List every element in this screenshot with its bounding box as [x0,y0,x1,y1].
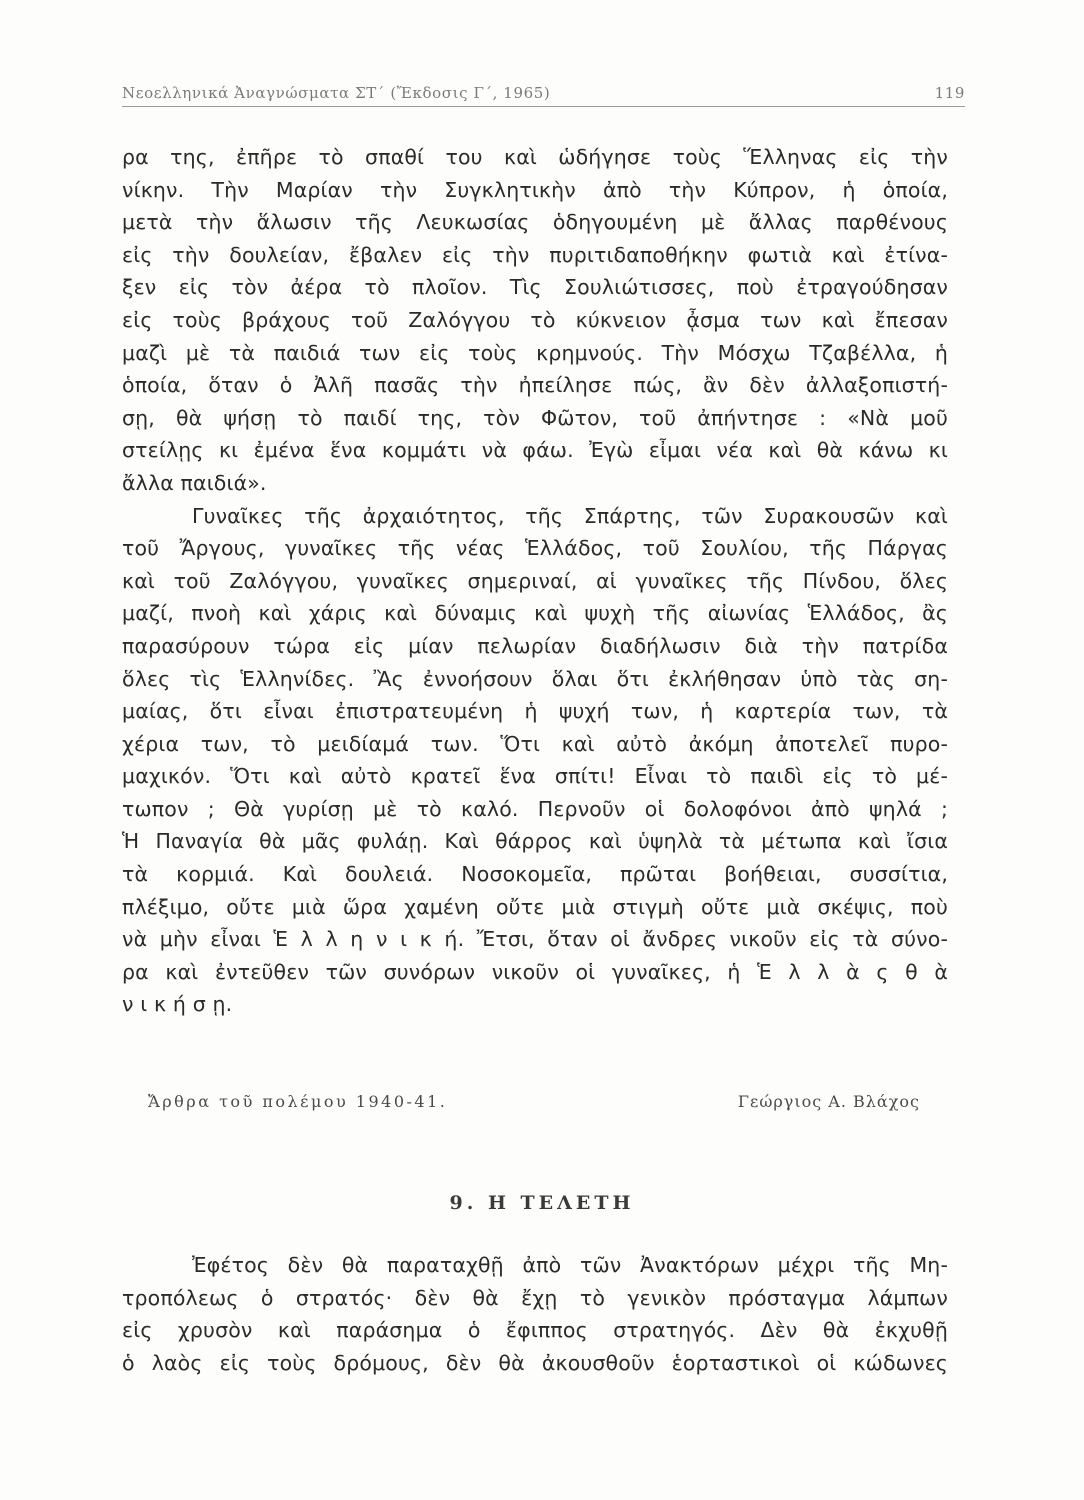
article-author: Γεώργιος Α. Βλάχος [737,1092,920,1111]
text-line: χέρια των, τὸ μειδίαμά των. Ὅτι καὶ αὐτὸ ἀκόμη ἀποτελεῖ πυρο- [122,731,948,756]
text-line: Γυναῖκες τῆς ἀρχαιότητος, τῆς Σπάρτης, τῶν Συρακουσῶν καὶ [192,503,948,528]
text-line: ὁποία, ὅταν ὁ Ἀλῆ πασᾶς τὴν ἠπείλησε πώς, ἂν δὲν ἀλλαξοπιστή- [122,373,948,398]
text-line: πλέξιμο, οὔτε μιὰ ὥρα χαμένη οὔτε μιὰ στιγμὴ οὔτε μιὰ σκέψις, ποὺ [122,894,948,919]
text-line: ξεν εἰς τὸν ἀέρα τὸ πλοῖον. Τὶς Σουλιώτισσες, ποὺ ἐτραγούδησαν [122,275,948,300]
running-head [122,72,965,107]
text-line: μετὰ τὴν ἅλωσιν τῆς Λευκωσίας ὁδηγουμένη μὲ ἄλλας παρθένους [122,210,948,235]
text-line: εἰς χρυσὸν καὶ παράσημα ὁ ἔφιππος στρατηγός. Δὲν θὰ ἐκχυθῇ [122,1318,948,1343]
text-line: μαίας, ὅτι εἶναι ἐπιστρατευμένη ἡ ψυχή των, ἡ καρτερία των, τὰ [122,699,948,724]
running-head-title: Νεοελληνικά Ἀναγνώσματα ΣΤ΄ (Ἔκδοσις Γ΄, 1965) [122,84,551,102]
article-text [122,141,948,1021]
text-line: τὰ κορμιά. Καὶ δουλειά. Νοσοκομεῖα, πρῶται βοήθειαι, συσσίτια, [122,862,948,887]
text-line: καὶ τοῦ Ζαλόγγου, γυναῖκες σημεριναί, αἱ γυναῖκες τῆς Πίνδου, ὅλες [122,568,948,593]
text-line: μαζὶ μὲ τὰ παιδιά των εἰς τοὺς κρημνούς. Τὴν Μόσχω Τζαβέλλα, ἡ [122,340,948,365]
text-line: εἰς τοὺς βράχους τοῦ Ζαλόγγου τὸ κύκνειον ᾆσμα των καὶ ἔπεσαν [122,307,948,332]
text-line: ὅλες τὶς Ἑλληνίδες. Ἂς ἐννοήσουν ὅλαι ὅτι ἐκλήθησαν ὑπὸ τὰς ση- [122,666,948,691]
text-line: σῃ, θὰ ψήσῃ τὸ παιδί της, τὸν Φῶτον, τοῦ ἀπήντησε : «Νὰ μοῦ [122,405,948,430]
article-source: Ἄρθρα τοῦ πολέμου 1940-41. [148,1092,448,1111]
page-number: 119 [934,84,965,102]
text-line: νὰ μὴν εἶναι Ἑ λ λ η ν ι κ ή. Ἔτσι, ὅταν οἱ ἄνδρες νικοῦν εἰς τὰ σύνο- [122,927,948,952]
text-line: ρα καὶ ἐντεῦθεν τῶν συνόρων νικοῦν οἱ γυναῖκες, ἡ Ἑ λ λ ὰ ς θ ὰ [122,959,948,984]
text-line: νίκην. Τὴν Μαρίαν τὴν Συγκλητικὴν ἀπὸ τὴν Κύπρον, ἡ ὁποία, [122,177,948,202]
text-line: τοῦ Ἄργους, γυναῖκες τῆς νέας Ἑλλάδος, τοῦ Σουλίου, τῆς Πάργας [122,536,948,561]
text-line: στείλῃς κι ἐμένα ἕνα κομμάτι νὰ φάω. Ἐγὼ εἶμαι νέα καὶ θὰ κάνω κι [122,438,948,463]
text-line: Ἡ Παναγία θὰ μᾶς φυλάῃ. Καὶ θάρρος καὶ ὑψηλὰ τὰ μέτωπα καὶ ἴσια [122,829,948,854]
text-line: ρα της, ἐπῆρε τὸ σπαθί του καὶ ὡδήγησε τοὺς Ἕλληνας εἰς τὴν [122,145,948,169]
text-line: εἰς τὴν δουλείαν, ἔβαλεν εἰς τὴν πυριτιδαποθήκην φωτιὰ καὶ ἐτίνα- [122,242,948,267]
chapter-title: 9. Η ΤΕΛΕΤΗ [449,1192,635,1214]
text-line: μαχικόν. Ὅτι καὶ αὐτὸ κρατεῖ ἕνα σπίτι! Εἶναι τὸ παιδὶ εἰς τὸ μέ- [122,764,948,789]
text-line: τροπόλεως ὁ στρατός· δὲν θὰ ἔχῃ τὸ γενικὸν πρόσταγμα λάμπων [122,1285,948,1310]
text-line: ὁ λαὸς εἰς τοὺς δρόμους, δὲν θὰ ἀκουσθοῦν ἑορταστικοὶ οἱ κώδωνες [122,1350,948,1375]
text-line: ν ι κ ή σ ῃ. [122,992,233,1017]
text-line: ἄλλα παιδιά». [122,470,267,495]
article-signature [148,1092,920,1111]
chapter-text [122,1249,948,1379]
text-line: Ἐφέτος δὲν θὰ παραταχθῇ ἀπὸ τῶν Ἀνακτόρων μέχρι τῆς Μη- [192,1253,948,1277]
text-line: μαζί, πνοὴ καὶ χάρις καὶ δύναμις καὶ ψυχὴ τῆς αἰωνίας Ἑλλάδος, ἂς [122,601,948,626]
text-line: τωπον ; Θὰ γυρίσῃ μὲ τὸ καλό. Περνοῦν οἱ δολοφόνοι ἀπὸ ψηλά ; [122,796,948,821]
text-line: παρασύρουν τώρα εἰς μίαν πελωρίαν διαδήλωσιν διὰ τὴν πατρίδα [122,633,948,658]
